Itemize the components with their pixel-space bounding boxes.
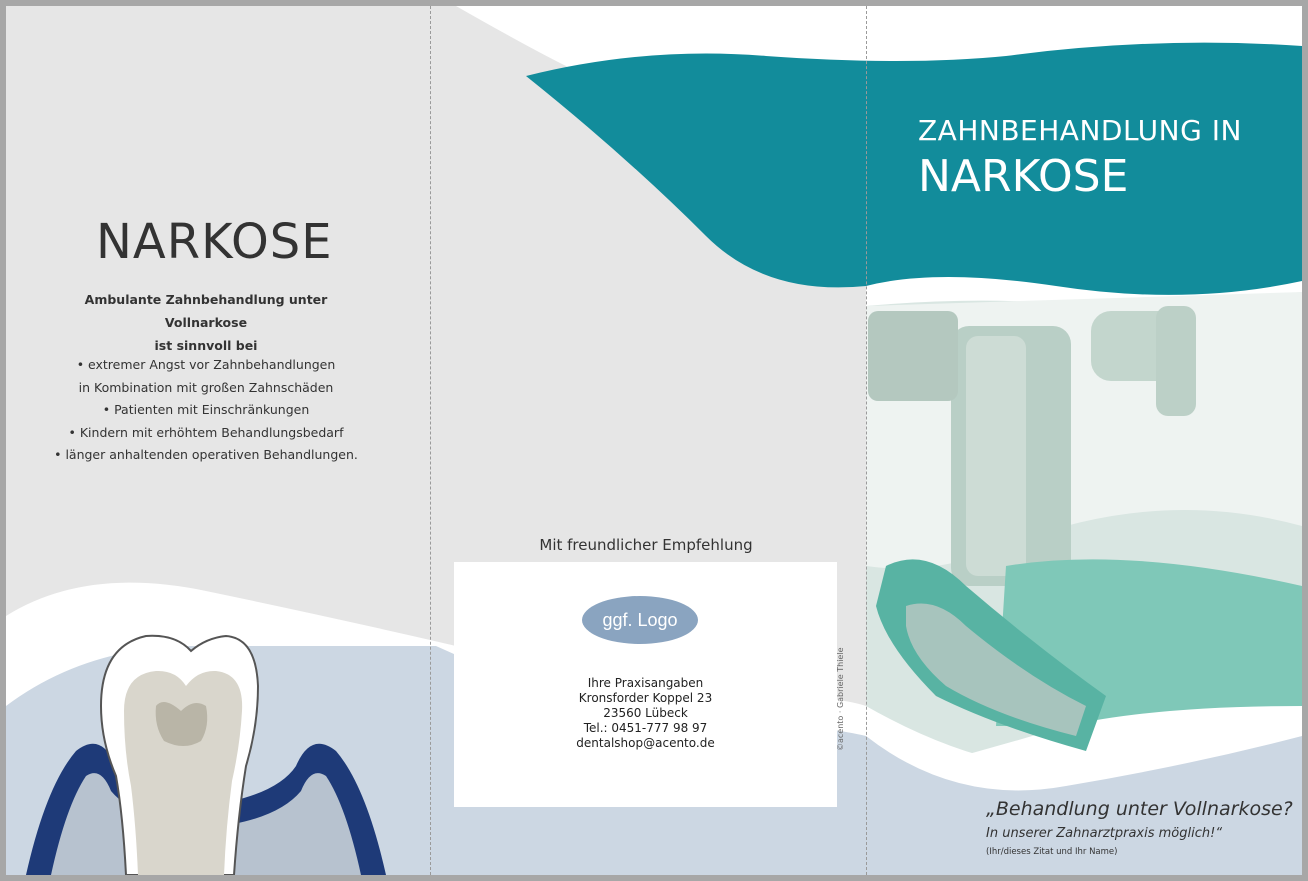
left-panel-title: NARKOSE (96, 214, 333, 270)
list-item: • Kindern mit erhöhtem Behandlungsbedarf (68, 424, 344, 440)
quote-line-2: In unserer Zahnarztpraxis möglich!“ (986, 826, 1223, 841)
list-item: • länger anhaltenden operativen Behandlungen. (54, 447, 358, 462)
cover-title-line-2: NARKOSE (918, 151, 1129, 202)
address-line: Tel.: 0451-777 98 97 (583, 721, 708, 735)
cover-title-line-1: ZAHNBEHANDLUNG IN (918, 114, 1242, 147)
address-line: dentalshop@acento.de (576, 736, 715, 750)
intro-line-1: Ambulante Zahnbehandlung unter Vollnarkose (84, 292, 328, 330)
brochure-sheet (6, 6, 1302, 875)
dental-chair-photo (866, 292, 1302, 781)
practice-address (454, 676, 837, 751)
left-panel-intro (46, 288, 366, 357)
fold-line-left (430, 6, 431, 875)
photo-credit: ©acento · Gabriele Thiele (836, 647, 845, 751)
address-line: Kronsforder Koppel 23 (578, 691, 713, 705)
list-item: • Patienten mit Einschränkungen (102, 402, 310, 417)
list-item: • extremer Angst vor Zahnbehandlungen (76, 357, 336, 372)
address-line: 23560 Lübeck (603, 706, 688, 720)
fold-line-right (866, 6, 867, 875)
indication-list (36, 354, 376, 467)
list-item: in Kombination mit großen Zahnschäden (78, 379, 334, 395)
recommendation-heading: Mit freundlicher Empfehlung (539, 536, 753, 554)
address-line: Ihre Praxisangaben (587, 676, 704, 690)
quote-line-1: „Behandlung unter Vollnarkose? (986, 798, 1293, 820)
logo-placeholder: ggf. Logo (582, 596, 698, 644)
intro-line-2: ist sinnvoll bei (154, 338, 258, 353)
quote-note: (Ihr/dieses Zitat und Ihr Name) (986, 847, 1118, 857)
